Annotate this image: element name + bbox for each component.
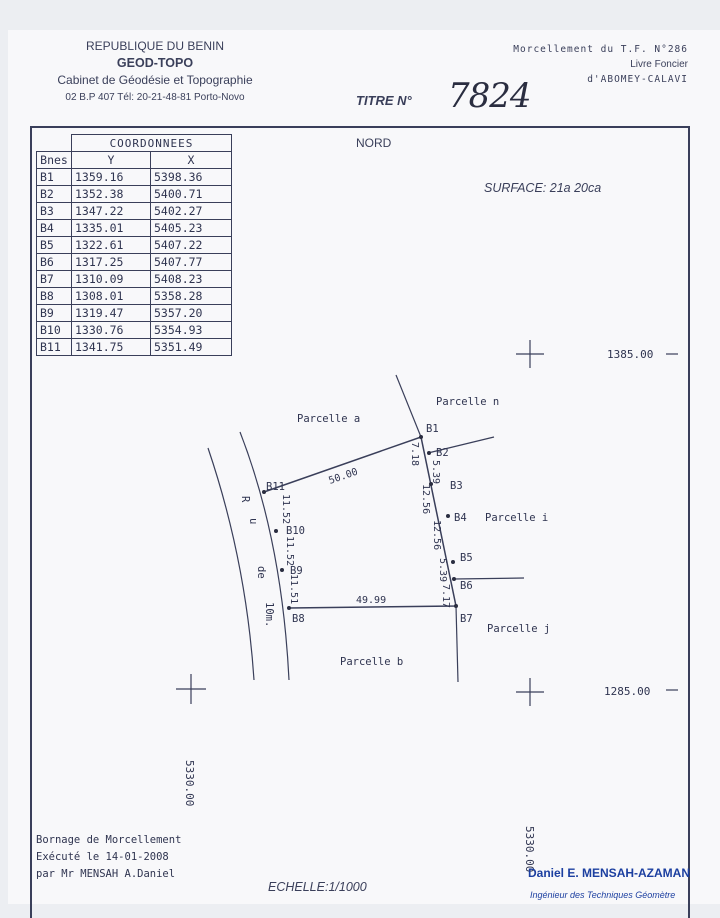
parcelle-n: Parcelle n bbox=[436, 396, 500, 408]
footer-line-1: Bornage de Morcellement bbox=[36, 834, 182, 846]
road-edge-right bbox=[240, 432, 289, 680]
y-cell: 1352.38 bbox=[72, 186, 151, 203]
footer-line-2: Exécuté le 14-01-2008 bbox=[36, 851, 169, 863]
y-cell: 1347.22 bbox=[72, 203, 151, 220]
company-subtitle: Cabinet de Géodésie et Topographie bbox=[57, 73, 253, 87]
col-y: Y bbox=[72, 152, 151, 169]
road-width: 10m. bbox=[263, 602, 275, 628]
x-cell: 5357.20 bbox=[151, 305, 232, 322]
grid-label-x-left: 5330.00 bbox=[183, 760, 196, 807]
dim-right-6: 7.17 bbox=[440, 584, 451, 609]
y-cell: 1341.75 bbox=[72, 339, 151, 356]
grid-cross-ne bbox=[516, 340, 544, 368]
y-cell: 1322.61 bbox=[72, 237, 151, 254]
parcelle-i: Parcelle i bbox=[485, 512, 549, 524]
y-cell: 1335.01 bbox=[72, 220, 151, 237]
grid-label-x-right: 5330.00 bbox=[523, 826, 536, 873]
label-b10: B10 bbox=[286, 525, 305, 537]
borne-b8-marker bbox=[287, 606, 291, 610]
surface-label: SURFACE: bbox=[484, 181, 547, 195]
x-cell: 5400.71 bbox=[151, 186, 232, 203]
label-b7: B7 bbox=[460, 613, 473, 625]
label-b6: B6 bbox=[460, 580, 473, 592]
scale-label: ECHELLE:1/1000 bbox=[268, 880, 367, 894]
dim-left-1: 11.52 bbox=[280, 494, 291, 525]
grid-cross-se bbox=[516, 678, 544, 706]
x-cell: 5358.28 bbox=[151, 288, 232, 305]
company-name: GEOD-TOPO bbox=[116, 56, 194, 70]
dim-left-3: 11.51 bbox=[288, 574, 299, 605]
dim-top: 50.00 bbox=[327, 466, 360, 487]
label-b2: B2 bbox=[436, 447, 449, 459]
borne-cell: B11 bbox=[37, 339, 72, 356]
y-cell: 1319.47 bbox=[72, 305, 151, 322]
borne-cell: B5 bbox=[37, 237, 72, 254]
x-cell: 5407.22 bbox=[151, 237, 232, 254]
location: d'ABOMEY-CALAVI bbox=[587, 74, 688, 85]
dim-right-2: 5.39 bbox=[430, 460, 441, 485]
road-word-de: de bbox=[255, 566, 267, 579]
y-cell: 1317.25 bbox=[72, 254, 151, 271]
borne-b4-marker bbox=[446, 514, 450, 518]
road-letter-2: u bbox=[247, 518, 259, 525]
line-b7-south bbox=[456, 606, 458, 682]
morcellement-line: Morcellement du T.F. N°286 bbox=[513, 44, 688, 55]
titre-number: 7824 bbox=[448, 76, 531, 116]
y-cell: 1359.16 bbox=[72, 169, 151, 186]
label-b8: B8 bbox=[292, 613, 305, 625]
x-cell: 5398.36 bbox=[151, 169, 232, 186]
y-cell: 1310.09 bbox=[72, 271, 151, 288]
surface-value: 21a 20ca bbox=[549, 181, 602, 195]
road-edge-left bbox=[208, 448, 254, 680]
dim-right-5: 5.39 bbox=[437, 558, 448, 583]
signature-stamp-name: Daniel E. MENSAH-AZAMAN bbox=[528, 866, 691, 880]
parcelle-a: Parcelle a bbox=[297, 413, 361, 425]
north-label: NORD bbox=[356, 136, 392, 150]
signature-stamp-title: Ingénieur des Techniques Géomètre bbox=[530, 890, 676, 900]
borne-b10-marker bbox=[274, 529, 278, 533]
dim-right-4: 12.56 bbox=[431, 520, 442, 551]
x-cell: 5351.49 bbox=[151, 339, 232, 356]
coordinates-caption: COORDONNEES bbox=[72, 135, 232, 152]
label-b1: B1 bbox=[426, 423, 439, 435]
borne-b6-marker bbox=[452, 577, 456, 581]
label-b11: B11 bbox=[266, 481, 285, 493]
borne-cell: B2 bbox=[37, 186, 72, 203]
line-north-b1 bbox=[396, 375, 421, 437]
x-cell: 5354.93 bbox=[151, 322, 232, 339]
grid-label-south: 1285.00 bbox=[604, 685, 651, 698]
livre-foncier: Livre Foncier bbox=[630, 59, 688, 70]
grid-cross-sw bbox=[176, 674, 206, 704]
borne-cell: B9 bbox=[37, 305, 72, 322]
borne-cell: B4 bbox=[37, 220, 72, 237]
dim-bottom: 49.99 bbox=[356, 595, 387, 606]
borne-cell: B1 bbox=[37, 169, 72, 186]
footer-bornage bbox=[36, 832, 181, 883]
parcelle-j: Parcelle j bbox=[487, 623, 551, 635]
label-b9: B9 bbox=[290, 565, 303, 577]
x-cell: 5407.77 bbox=[151, 254, 232, 271]
company-address: 02 B.P 407 Tél: 20-21-48-81 Porto-Novo bbox=[65, 92, 245, 103]
grid-label-north: 1385.00 bbox=[607, 348, 654, 361]
borne-cell: B10 bbox=[37, 322, 72, 339]
x-cell: 5402.27 bbox=[151, 203, 232, 220]
road-letter-1: R bbox=[239, 496, 251, 503]
line-b6-east bbox=[454, 578, 524, 579]
borne-cell: B6 bbox=[37, 254, 72, 271]
y-cell: 1330.76 bbox=[72, 322, 151, 339]
borne-b9-marker bbox=[280, 568, 284, 572]
borne-cell: B8 bbox=[37, 288, 72, 305]
label-b3: B3 bbox=[450, 480, 463, 492]
titre-label: TITRE N° bbox=[356, 93, 412, 108]
republic-line: REPUBLIQUE DU BENIN bbox=[85, 39, 225, 53]
dim-right-1: 7.18 bbox=[409, 442, 420, 467]
dim-right-3: 12.56 bbox=[420, 484, 431, 515]
y-cell: 1308.01 bbox=[72, 288, 151, 305]
col-bornes: Bnes bbox=[37, 152, 72, 169]
footer-line-3: par Mr MENSAH A.Daniel bbox=[36, 868, 176, 880]
borne-b7-marker bbox=[454, 604, 458, 608]
borne-cell: B3 bbox=[37, 203, 72, 220]
x-cell: 5408.23 bbox=[151, 271, 232, 288]
dim-left-2: 11.52 bbox=[284, 536, 295, 567]
borne-cell: B7 bbox=[37, 271, 72, 288]
borne-b1-marker bbox=[419, 435, 423, 439]
label-b4: B4 bbox=[454, 512, 467, 524]
x-cell: 5405.23 bbox=[151, 220, 232, 237]
col-x: X bbox=[151, 152, 232, 169]
borne-b2-marker bbox=[427, 451, 431, 455]
borne-b5-marker bbox=[451, 560, 455, 564]
parcelle-b: Parcelle b bbox=[340, 656, 404, 668]
label-b5: B5 bbox=[460, 552, 473, 564]
